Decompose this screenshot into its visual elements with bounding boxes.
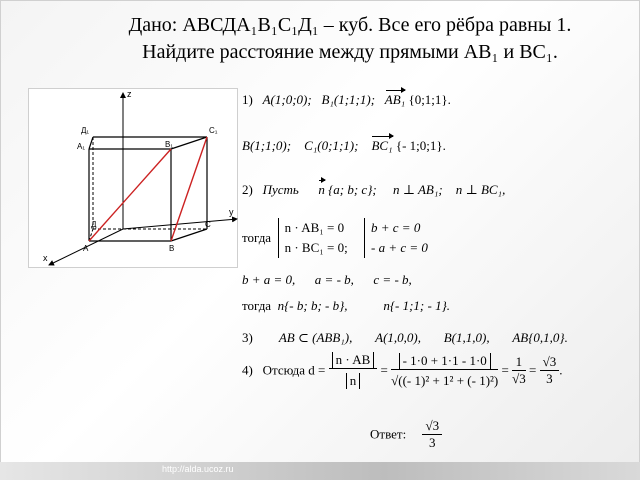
step3-row — [242, 330, 568, 346]
problem-line-1: Дано: АВСДА₁В₁С₁Д₁ – куб. Все его рёбра равны 1. — [128, 14, 572, 36]
normal-value: n{- 1;1; - 1}. — [383, 298, 451, 313]
point-c1: C₁(0;1;1); — [304, 138, 359, 153]
label-d1: Д₁ — [81, 126, 90, 135]
step2-number: 2) — [242, 182, 253, 197]
answer-top: √3 — [422, 418, 442, 435]
step2-row1 — [242, 182, 505, 198]
system-left-eq1: n · AB₁ = 0 — [284, 220, 345, 235]
step4-row: 4) Отсюда d = $\frac{n \cdot AB}{n}$ = $\frac{- 1\cdot 0 + 1\cdot 1 - 1\cdot 0}{\text{√((- 1)² + 1² + (- 1)²)}}$ = $\frac{1}{√3}$ = $\frac{√3}{3}$ . — [242, 352, 563, 388]
label-c1: С₁ — [209, 126, 218, 135]
label-d: Д — [91, 220, 97, 229]
abs-n: n — [346, 373, 361, 389]
hence-d: Отсюда d = — [262, 362, 326, 378]
answer-row — [370, 418, 442, 451]
vector-n-value: {a; b; c}; — [328, 182, 377, 197]
then-word: тогда — [242, 230, 272, 245]
distance-fraction-1 — [329, 352, 378, 389]
normal-general: n{- b; b; - b}, — [277, 298, 348, 313]
perp-ab1: n ⊥ AB₁; — [392, 182, 443, 197]
vector-ab1-value: {0;1;1}. — [408, 92, 451, 107]
vector-n: n — [318, 182, 325, 197]
vector-bc1: BC₁ — [371, 138, 393, 153]
step1-row1 — [242, 92, 451, 108]
footer-bar — [0, 462, 640, 480]
system-right-eq2: - a + c = 0 — [371, 240, 428, 255]
abs-n-ab: n · AB — [332, 352, 375, 368]
label-a1: А₁ — [77, 142, 86, 151]
distance-fraction-4 — [540, 354, 560, 387]
step2-equations — [242, 272, 412, 288]
equation-line: b + a = 0, a = - b, c = - b, — [242, 272, 412, 287]
footer-url[interactable]: http://alda.ucoz.ru — [162, 464, 234, 474]
fraction4-top: √3 — [540, 354, 560, 371]
step1-number: 1) — [242, 92, 253, 107]
vector-ab-3: AB{0,1,0}. — [512, 330, 568, 345]
label-b1: В₁ — [165, 140, 174, 149]
system-right-eq1: b + c = 0 — [371, 220, 421, 235]
system-left-eq2: n · BC₁ = 0; — [284, 240, 348, 255]
then-word-2: тогда — [242, 298, 272, 313]
label-z: z — [127, 89, 132, 99]
cube-drawing — [29, 89, 239, 269]
answer-den: 3 — [429, 435, 436, 450]
fraction4-den: 3 — [546, 371, 553, 386]
denominator-expr: √((- 1)² + 1² + (- 1)²) — [391, 372, 499, 388]
system-left — [278, 218, 348, 258]
fraction3-top: 1 — [512, 354, 526, 371]
answer-label: Ответ: — [370, 426, 407, 442]
step4-number: 4) — [242, 362, 253, 378]
vector-bc1-value: {- 1;0;1}. — [395, 138, 446, 153]
system-right — [364, 218, 428, 258]
ab-in-plane: AB ⊂ (ABB₁), — [278, 330, 353, 345]
fraction3-den: √3 — [512, 371, 526, 386]
point-b: B(1;1;0); — [242, 138, 292, 153]
perp-bc1: n ⊥ BC₁, — [455, 182, 506, 197]
distance-fraction-3 — [512, 354, 526, 387]
problem-statement — [70, 12, 630, 66]
edge-a1d1 — [89, 137, 93, 149]
point-b-3: B(1,1,0), — [443, 330, 490, 345]
edge-b1c1 — [171, 137, 207, 149]
answer-fraction — [422, 418, 442, 451]
label-x: x — [43, 253, 48, 263]
point-a: A(1;0;0); — [262, 92, 312, 107]
point-b1: B₁(1;1;1); — [321, 92, 376, 107]
step1-row2 — [242, 138, 446, 154]
label-a: А — [83, 244, 89, 253]
vector-ab1: AB₁ — [384, 92, 406, 107]
cube-diagram — [28, 88, 238, 268]
let-word: Пусть — [262, 182, 299, 197]
label-c: С — [205, 220, 211, 229]
diagonal-bc1 — [171, 137, 207, 241]
problem-line-2: Найдите расстояние между прямыми АВ₁ и ВС₁. — [142, 41, 558, 63]
label-b: В — [169, 244, 175, 253]
distance-fraction-2 — [391, 353, 498, 389]
step3-number: 3) — [242, 330, 253, 345]
y-axis — [123, 219, 237, 229]
edge-bc — [171, 229, 207, 241]
diagonal-ab1 — [89, 149, 171, 241]
step2-system-row — [242, 218, 428, 258]
numerator-expr: - 1·0 + 1·1 - 1·0 — [399, 353, 491, 369]
step2-normal — [242, 298, 450, 314]
point-a-3: A(1,0,0), — [375, 330, 421, 345]
label-y: y — [229, 207, 234, 217]
